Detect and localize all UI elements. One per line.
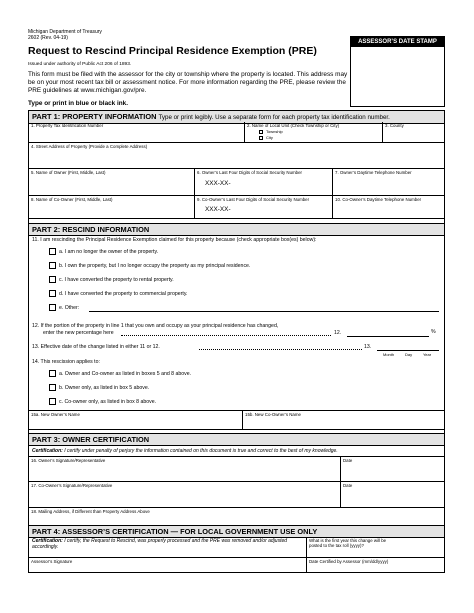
q12-text-cont: enter the new percentage here [43,330,114,336]
assessor-signature-label: Assessor’s Signature [31,559,73,564]
q12-text: 12. If the portion of the property in line 1 that you own and occupy as your principal residence has changed, [32,323,279,329]
agency-block [28,29,102,41]
field-9-label: 9. Co-Owner’s Last Four Digits of Social Security Number [197,197,310,202]
field-15a-new-owner[interactable] [29,410,243,430]
q12-leader [121,335,331,336]
date1-label: Date [343,458,353,463]
q13-text: 13. Effective date of the change listed in either 11 or 12. [32,344,160,350]
field-1-tax-id[interactable] [29,122,245,143]
city-label: City [266,135,273,140]
field-17-label: 17. Co-Owner’s Signature/Representative [31,483,113,488]
part3-header [29,433,444,446]
agency-name: Michigan Department of Treasury [28,29,102,35]
field-5-owner-name[interactable] [29,169,195,196]
opt-14b: b. Owner only, as listed in box 5 above. [59,385,150,391]
q13-number: 13. [364,344,372,350]
date2-label: Date [343,483,353,488]
field-17-coowner-signature[interactable] [29,482,341,508]
checkbox-14a[interactable] [49,370,56,377]
township-label: Township [266,129,283,134]
field-7-label: 7. Owner’s Daytime Telephone Number [335,170,412,175]
opt-11b: b. I own the property, but I no longer occupy the property as my principal residence. [59,263,251,269]
checkbox-11e[interactable] [49,304,56,311]
field-16-date[interactable] [341,456,444,482]
part1-instruction: Type or print legibly. Use a separate form for each property tax identification number. [158,114,390,121]
field-2-label: 2. Name of Local Unit (Check Township or City) [247,123,340,128]
form-number: 2602 (Rev. 04-19) [28,35,68,41]
percentage-input[interactable] [347,336,429,337]
date-certified-label: Date Certified by Assessor (mm/dd/yyyy) [309,559,389,564]
part2-header [29,223,444,236]
field-8-coowner-name[interactable] [29,196,195,219]
field-3-label: 3. County [385,123,404,128]
part1-title: PART 1: PROPERTY INFORMATION [32,112,157,121]
authority-note: Issued under authority of Public Act 206 of 1893. [28,62,132,67]
field-17-date[interactable] [341,482,444,508]
year-label: Year [423,352,432,357]
form-body [28,110,445,573]
first-year-field[interactable] [307,537,444,558]
day-label: Day [405,352,413,357]
checkbox-11b[interactable] [49,262,56,269]
owner-certification [32,448,338,454]
field-4-label: 4. Street Address of Property (Provide a Complete Address) [31,144,148,149]
other-reason-line[interactable] [89,311,439,312]
assessor-cert-text: I certify, the Request to Rescind, was properly processed and the PRE was removed and/or adjusted accordingly. [32,538,288,550]
field-16-label: 16. Owner’s Signature/Representative [31,458,106,463]
q12-number: 12. [334,330,342,336]
checkbox-14c[interactable] [49,398,56,405]
form-title: Request to Rescind Principal Residence Exemption (PRE) [28,45,317,57]
field-6-label: 6. Owner’s Last Four Digits of Social Security Number [197,170,303,175]
field-2-local-unit [245,122,383,143]
field-9-coowner-ssn[interactable] [195,196,333,219]
assessor-signature-field[interactable] [29,558,307,573]
checkbox-14b[interactable] [49,384,56,391]
township-checkbox[interactable] [259,130,263,134]
effective-date-input[interactable] [377,350,439,351]
opt-11d: d. I have converted the property to commercial property. [59,291,188,297]
part2-title: PART 2: RESCIND INFORMATION [32,225,150,234]
city-checkbox[interactable] [259,136,263,140]
checkbox-11d[interactable] [49,290,56,297]
field-7-owner-phone[interactable] [333,169,444,196]
opt-14c: c. Co-owner only, as listed in box 8 above. [59,399,157,405]
field-10-coowner-phone[interactable] [333,196,444,219]
q13-leader [199,349,362,350]
opt-11c: c. I have converted the property to rental property. [59,277,174,283]
checkbox-11c[interactable] [49,276,56,283]
assessor-cert-label: Certification: [32,538,63,544]
owner-ssn-mask: XXX-XX- [205,180,231,187]
stamp-label: ASSESSOR’S DATE STAMP [351,37,444,47]
field-16-owner-signature[interactable] [29,456,341,482]
field-4-street-address[interactable] [29,143,444,169]
part3-title: PART 3: OWNER CERTIFICATION [32,435,150,444]
assessor-certification [29,537,307,558]
coowner-ssn-mask: XXX-XX- [205,206,231,213]
field-10-label: 10. Co-Owner’s Daytime Telephone Number [335,197,422,202]
assessor-date-stamp-box [350,36,445,107]
assessor-cert-block [32,538,304,550]
checkbox-11a[interactable] [49,248,56,255]
field-15b-label: 15b. New Co-Owner’s Name [245,412,301,417]
opt-11e: e. Other: [59,305,80,311]
field-15a-label: 15a. New Owner’s Name [31,412,80,417]
field-8-label: 8. Name of Co-Owner (First, Middle, Last) [31,197,113,202]
field-5-label: 5. Name of Owner (First, Middle, Last) [31,170,106,175]
field-1-label: 1. Property Tax Identification Number [31,123,104,128]
ink-instruction: Type or print in blue or black ink. [28,100,129,107]
date-certified-field[interactable] [307,558,444,573]
field-3-county[interactable] [383,122,444,143]
field-18-label: 18. Mailing Address, if Different than Property Address Above [31,509,150,514]
percent-sign: % [431,329,436,335]
first-year-label: What is the first year this change will be posted to the tax roll (yyyy)? [309,538,387,548]
owner-cert-label: Certification: [32,448,63,454]
part4-title: PART 4: ASSESSOR’S CERTIFICATION — FOR LOCAL GOVERNMENT USE ONLY [32,527,318,536]
q11-text: 11. I am rescinding the Principal Residence Exemption claimed for this property because (check appropriate box(es) below): [32,237,317,243]
opt-14a: a. Owner and Co-owner as listed in boxes 5 and 8 above. [59,371,192,377]
intro-text: This form must be filed with the assessor for the city or township where the property is located. This address may be on your most recent tax bill or assessment notice. For more information regarding the PRE, please review the PRE guidelines at www.michigan.gov/pre. [28,71,348,94]
field-15b-new-coowner[interactable] [243,410,444,430]
month-label: Month [383,352,395,357]
q14-text: 14. This rescission applies to: [32,359,100,365]
opt-11a: a. I am no longer the owner of the property. [59,249,159,255]
owner-cert-text: I certify under penalty of perjury the information contained on this document is true and correct to the best of my knowledge. [64,448,338,454]
field-6-owner-ssn[interactable] [195,169,333,196]
